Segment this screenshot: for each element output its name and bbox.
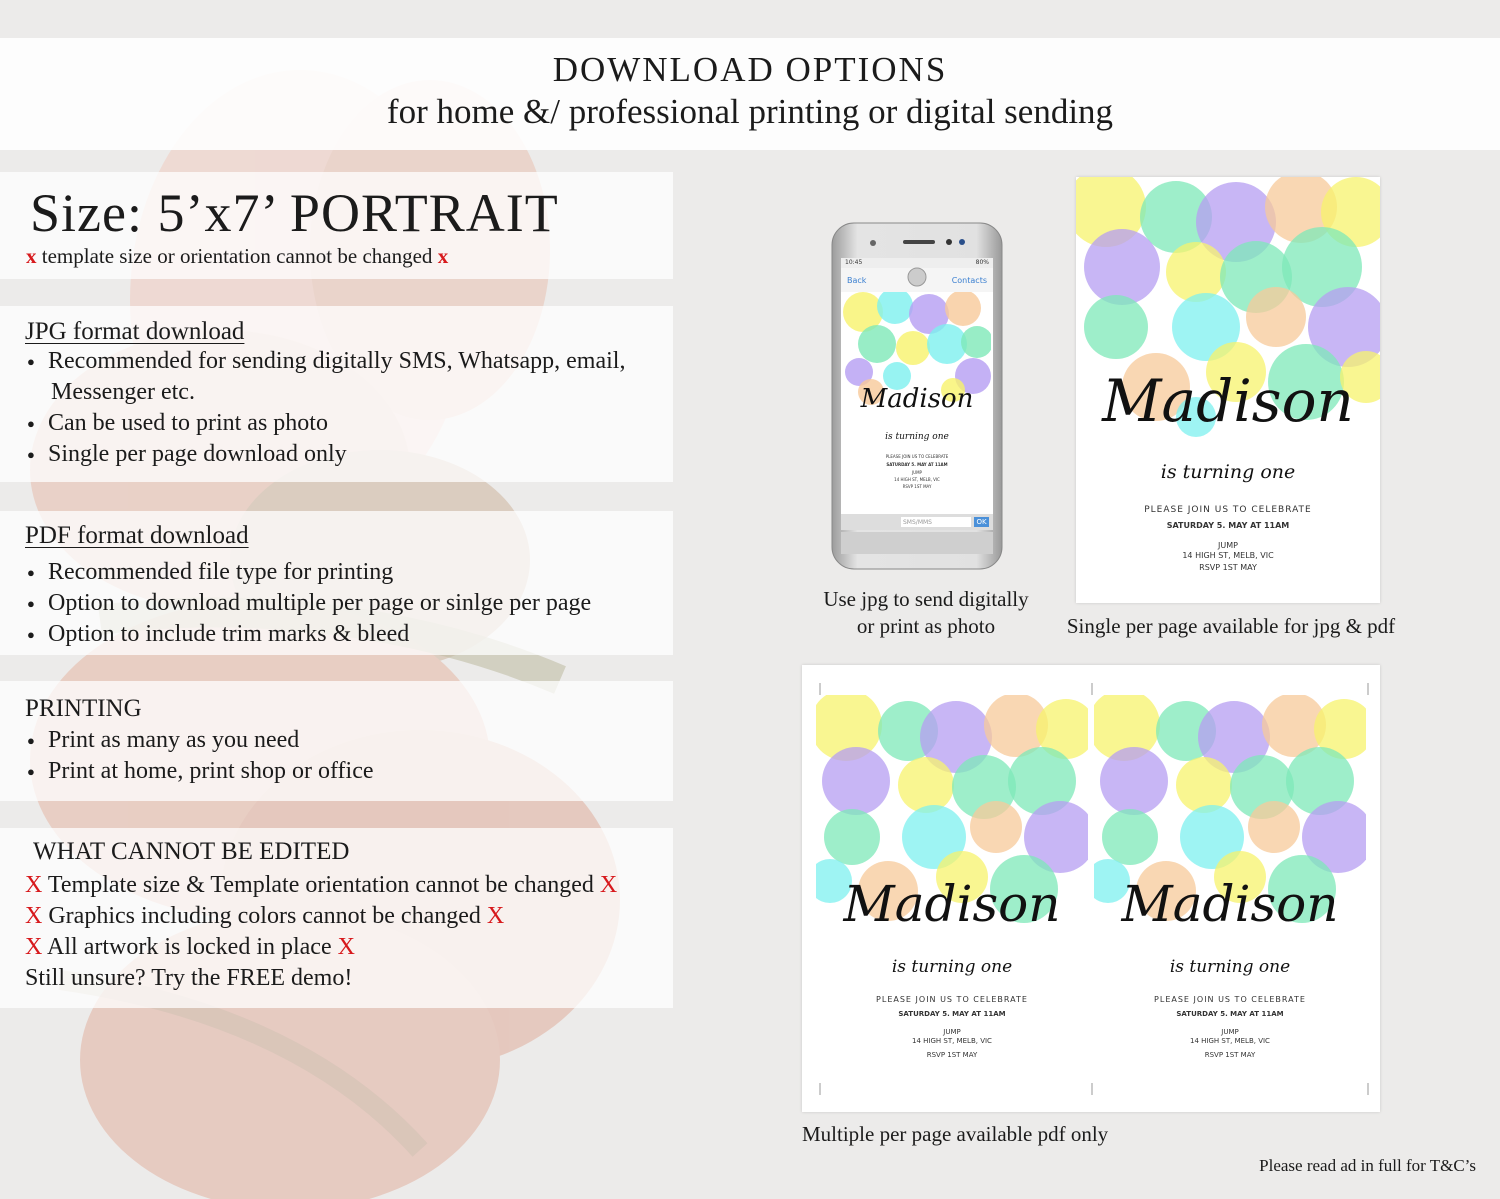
printing-panel	[0, 681, 673, 801]
header-band	[0, 38, 1500, 150]
multi-page-sheet	[802, 665, 1380, 1112]
list-item	[25, 932, 617, 963]
size-title: Size: 5’x7’ PORTRAIT	[30, 183, 559, 243]
list-item: ● Print at home, print shop or office	[25, 756, 374, 787]
jpg-bullet-list	[25, 346, 625, 470]
list-item: ● Option to download multiple per page or sinlge per page	[25, 588, 591, 619]
printing-section-title: PRINTING	[25, 695, 142, 722]
phone-back-link[interactable]: Back	[847, 276, 867, 285]
invite-line: JUMP	[1221, 1028, 1239, 1036]
x-mark-icon: x	[26, 244, 37, 268]
single-caption: Single per page available for jpg & pdf	[1066, 614, 1396, 638]
invite-line: 14 HIGH ST, MELB, VIC	[1190, 1037, 1270, 1045]
list-item-text: All artwork is locked in place	[47, 934, 332, 960]
single-invitation-card	[1076, 177, 1380, 603]
invite-name: Madison	[1121, 875, 1339, 933]
list-item: ● Can be used to print as photo	[25, 408, 625, 439]
invite-line: SATURDAY 5. MAY AT 11AM	[898, 1010, 1006, 1018]
terms-footnote: Please read ad in full for T&C’s	[1259, 1156, 1476, 1175]
phone-caption	[800, 586, 1052, 640]
x-mark-icon: X	[337, 934, 355, 960]
not-editable-panel	[0, 828, 673, 1008]
invite-line: SATURDAY 5. MAY AT 11AM	[1176, 1010, 1284, 1018]
pdf-bullet-list	[25, 557, 591, 650]
sms-input[interactable]: SMS/MMS	[903, 519, 932, 526]
list-item: ● Option to include trim marks & bleed	[25, 619, 591, 650]
list-item: ● Recommended for sending digitally SMS, Whatsapp, email,	[25, 346, 625, 377]
phone-time: 10:45	[845, 259, 863, 266]
invite-subtitle: is turning one	[1169, 957, 1291, 977]
invite-line: 14 HIGH ST, MELB, VIC	[894, 477, 940, 482]
ok-button[interactable]: OK	[976, 518, 987, 526]
invite-line: RSVP 1ST MAY	[902, 484, 932, 489]
page-subtitle: for home &/ professional printing or digital sending	[386, 92, 1114, 131]
phone-mockup	[831, 222, 1003, 570]
invite-line: RSVP 1ST MAY	[1204, 1051, 1256, 1059]
invite-line: RSVP 1ST MAY	[926, 1051, 978, 1059]
invite-line: 14 HIGH ST, MELB, VIC	[1182, 551, 1274, 560]
x-mark-icon: X	[599, 872, 618, 898]
invite-line: SATURDAY 5. MAY AT 11AM	[1166, 521, 1290, 530]
invite-name: Madison	[860, 384, 974, 414]
printing-bullet-list	[25, 725, 374, 787]
invite-line: SATURDAY 5. MAY AT 11AM	[886, 462, 948, 467]
list-item: ● Recommended file type for printing	[25, 557, 591, 588]
invite-subtitle: is turning one	[1160, 461, 1296, 483]
list-item	[25, 870, 617, 901]
list-item-text: Template size & Template orientation cannot be changed	[47, 872, 594, 898]
jpg-section-title: JPG format download	[25, 318, 245, 345]
x-mark-icon: X	[25, 903, 43, 929]
invite-line: RSVP 1ST MAY	[1199, 563, 1257, 572]
invite-name: Madison	[1102, 367, 1354, 435]
phone-battery: 80%	[975, 259, 989, 266]
invite-subtitle: is turning one	[885, 432, 949, 442]
list-item: ● Single per page download only	[25, 439, 625, 470]
phone-caption-line: Use jpg to send digitally	[823, 587, 1029, 611]
size-note-text: template size or orientation cannot be changed	[41, 244, 433, 268]
not-editable-list	[25, 870, 617, 994]
invite-line: 14 HIGH ST, MELB, VIC	[912, 1037, 992, 1045]
list-item-text: Graphics including colors cannot be changed	[48, 903, 481, 929]
not-editable-title: WHAT CANNOT BE EDITED	[33, 838, 350, 865]
x-mark-icon: x	[437, 244, 449, 268]
demo-note: Still unsure? Try the FREE demo!	[25, 965, 353, 991]
invite-line: PLEASE JOIN US TO CELEBRATE	[876, 995, 1028, 1004]
x-mark-icon: X	[25, 934, 43, 960]
invite-name: Madison	[843, 875, 1061, 933]
x-mark-icon: X	[25, 872, 43, 898]
phone-caption-line: or print as photo	[856, 614, 996, 638]
multiple-caption: Multiple per page available pdf only	[802, 1122, 1109, 1146]
x-mark-icon: X	[486, 903, 505, 929]
size-note	[26, 244, 448, 269]
pdf-panel	[0, 511, 673, 655]
sheet-invitation-card	[1094, 695, 1366, 1083]
invite-line: PLEASE JOIN US TO CELEBRATE	[1154, 995, 1306, 1004]
jpg-panel	[0, 306, 673, 482]
list-item: ● Print as many as you need	[25, 725, 374, 756]
list-item: Messenger etc.	[51, 379, 195, 405]
invite-line: PLEASE JOIN US TO CELEBRATE	[885, 454, 949, 459]
invite-line: PLEASE JOIN US TO CELEBRATE	[1144, 505, 1312, 515]
phone-invitation-card	[843, 292, 991, 502]
phone-contacts-link[interactable]: Contacts	[951, 276, 987, 285]
size-panel	[0, 172, 673, 279]
page-title: DOWNLOAD OPTIONS	[552, 50, 948, 89]
invite-line: JUMP	[1218, 541, 1238, 550]
invite-line: JUMP	[912, 470, 922, 475]
sheet-invitation-card	[816, 695, 1088, 1083]
list-item	[25, 901, 617, 932]
pdf-section-title: PDF format download	[25, 522, 249, 549]
invite-line: JUMP	[943, 1028, 961, 1036]
invite-subtitle: is turning one	[891, 957, 1013, 977]
